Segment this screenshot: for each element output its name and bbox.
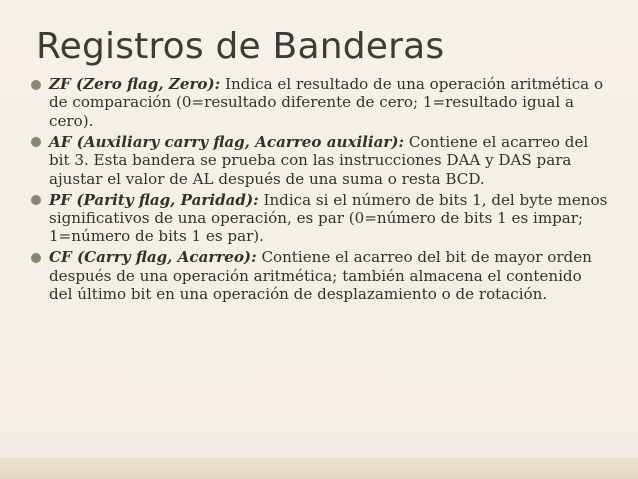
- bullet-text: Contiene el acarreo del bit de mayor orden después de una operación aritmética; también almacena el contenido del último bit en una operación de desplazamiento o de rotación.: [49, 248, 592, 304]
- footer-band: [0, 457, 638, 479]
- bullet-dot-icon: [31, 80, 41, 90]
- bullet-dot-icon: [31, 137, 41, 147]
- bullet-cf: [28, 248, 608, 303]
- bullet-heading: PF (Parity flag, Paridad):: [49, 190, 259, 209]
- bullet-text: Indica si el número de bits 1, del byte menos significativos de una operación, es par (0=número de bits 1 es impar; 1=número de bits 1 es par).: [49, 190, 608, 246]
- bullet-text: Contiene el acarreo del bit 3. Esta bandera se prueba con las instrucciones DAA y DAS para ajustar el valor de AL después de una suma o resta BCD.: [49, 132, 589, 188]
- bullet-heading: AF (Auxiliary carry flag, Acarreo auxiliar):: [49, 132, 405, 151]
- bullet-zf: [28, 75, 608, 130]
- bullet-heading: CF (Carry flag, Acarreo):: [49, 248, 257, 267]
- bullet-text: Indica el resultado de una operación aritmética o de comparación (0=resultado diferente de cero; 1=resultado igual a cero).: [49, 75, 604, 130]
- bullet-list: [28, 75, 608, 306]
- bullet-dot-icon: [31, 253, 41, 263]
- bullet-pf: [28, 191, 608, 246]
- slide-title: Registros de Banderas: [36, 26, 445, 67]
- bullet-heading: ZF (Zero flag, Zero):: [49, 75, 221, 93]
- bullet-af: [28, 133, 608, 188]
- bullet-dot-icon: [31, 195, 41, 205]
